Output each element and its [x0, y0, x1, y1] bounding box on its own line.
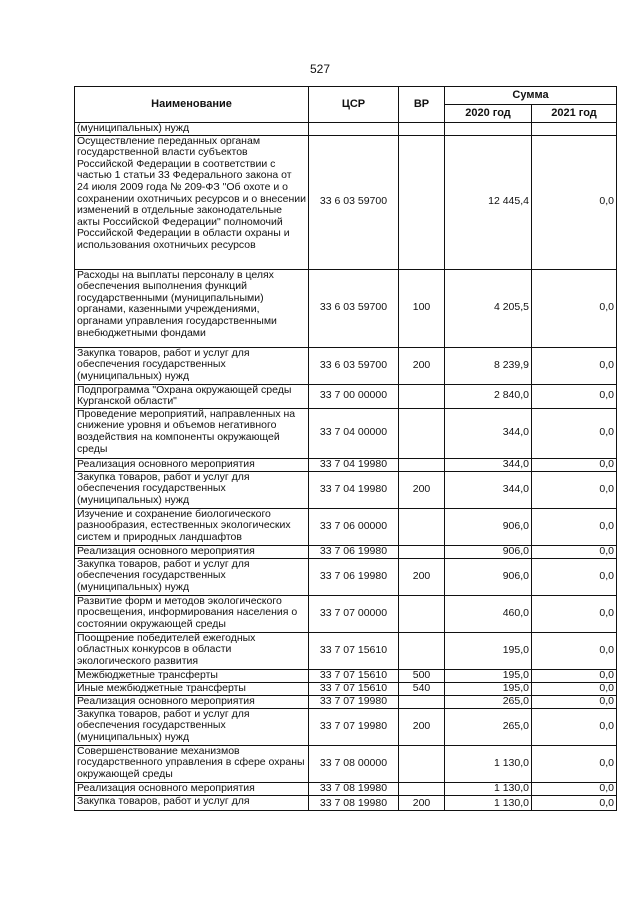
cell-csr: 33 6 03 59700	[309, 347, 399, 384]
cell-2020: 8 239,9	[445, 347, 532, 384]
cell-2020: 460,0	[445, 595, 532, 632]
cell-2020: 906,0	[445, 545, 532, 558]
cell-2021: 0,0	[532, 632, 617, 669]
table-row	[75, 558, 617, 595]
page-number: 527	[309, 62, 331, 76]
cell-2021: 0,0	[532, 595, 617, 632]
header-2021: 2021 год	[532, 105, 617, 123]
table-row	[75, 682, 617, 695]
cell-2021: 0,0	[532, 682, 617, 695]
cell-vr	[399, 508, 445, 545]
cell-2021: 0,0	[532, 745, 617, 782]
cell-vr	[399, 123, 445, 136]
cell-name: Реализация основного мероприятия	[75, 458, 309, 471]
cell-vr: 200	[399, 708, 445, 745]
cell-2021: 0,0	[532, 347, 617, 384]
cell-name: Закупка товаров, работ и услуг для	[75, 795, 309, 810]
cell-vr	[399, 782, 445, 795]
cell-2021: 0,0	[532, 408, 617, 458]
cell-2020: 1 130,0	[445, 745, 532, 782]
cell-2021: 0,0	[532, 782, 617, 795]
table-row	[75, 123, 617, 136]
cell-name: Закупка товаров, работ и услуг для обеспечения государственных (муниципальных) нужд	[75, 708, 309, 745]
cell-csr: 33 7 08 19980	[309, 795, 399, 810]
cell-2021: 0,0	[532, 458, 617, 471]
cell-2020: 195,0	[445, 632, 532, 669]
cell-2021: 0,0	[532, 471, 617, 508]
cell-2021: 0,0	[532, 508, 617, 545]
table-row	[75, 782, 617, 795]
table-row	[75, 669, 617, 682]
cell-2021: 0,0	[532, 669, 617, 682]
cell-vr	[399, 745, 445, 782]
cell-2020: 906,0	[445, 558, 532, 595]
table-row	[75, 508, 617, 545]
cell-csr: 33 7 08 19980	[309, 782, 399, 795]
cell-name: Реализация основного мероприятия	[75, 782, 309, 795]
cell-2020: 195,0	[445, 682, 532, 695]
table-row	[75, 384, 617, 408]
cell-csr: 33 6 03 59700	[309, 269, 399, 347]
cell-name: Закупка товаров, работ и услуг для обеспечения государственных (муниципальных) нужд	[75, 471, 309, 508]
cell-2020: 265,0	[445, 708, 532, 745]
cell-csr: 33 7 06 19980	[309, 545, 399, 558]
cell-csr: 33 7 07 15610	[309, 632, 399, 669]
cell-vr	[399, 632, 445, 669]
header-name: Наименование	[75, 87, 309, 123]
cell-vr: 540	[399, 682, 445, 695]
cell-2020: 1 130,0	[445, 782, 532, 795]
table-row	[75, 632, 617, 669]
cell-name: Совершенствование механизмов государственного управления в сфере охраны окружающей среды	[75, 745, 309, 782]
cell-name: Закупка товаров, работ и услуг для обеспечения государственных (муниципальных) нужд	[75, 347, 309, 384]
cell-2021: 0,0	[532, 545, 617, 558]
cell-2020: 265,0	[445, 695, 532, 708]
table-row	[75, 708, 617, 745]
cell-name: (муниципальных) нужд	[75, 123, 309, 136]
table-row	[75, 347, 617, 384]
cell-vr	[399, 135, 445, 269]
cell-2020: 2 840,0	[445, 384, 532, 408]
cell-csr: 33 6 03 59700	[309, 135, 399, 269]
cell-vr: 200	[399, 471, 445, 508]
cell-2020: 344,0	[445, 458, 532, 471]
cell-2020: 4 205,5	[445, 269, 532, 347]
table-row	[75, 135, 617, 269]
table-row	[75, 745, 617, 782]
cell-csr: 33 7 00 00000	[309, 384, 399, 408]
cell-2020	[445, 123, 532, 136]
cell-name: Подпрограмма "Охрана окружающей среды Курганской области"	[75, 384, 309, 408]
cell-name: Реализация основного мероприятия	[75, 695, 309, 708]
cell-vr	[399, 545, 445, 558]
cell-csr: 33 7 07 19980	[309, 708, 399, 745]
table-row	[75, 269, 617, 347]
table-row	[75, 408, 617, 458]
table-body	[75, 123, 617, 811]
cell-csr: 33 7 04 19980	[309, 471, 399, 508]
cell-name: Поощрение победителей ежегодных областных конкурсов в области экологического развития	[75, 632, 309, 669]
cell-2021: 0,0	[532, 795, 617, 810]
cell-2020: 12 445,4	[445, 135, 532, 269]
table-header	[75, 87, 617, 123]
cell-name: Расходы на выплаты персоналу в целях обеспечения выполнения функций государственными (муниципальными) органами, казенными учреждениями, органами управления государственными внебюджетными фондами	[75, 269, 309, 347]
cell-2020: 344,0	[445, 471, 532, 508]
header-sum: Сумма	[445, 87, 617, 105]
cell-2020: 195,0	[445, 669, 532, 682]
cell-csr: 33 7 07 15610	[309, 669, 399, 682]
table-row	[75, 471, 617, 508]
cell-vr	[399, 458, 445, 471]
cell-csr: 33 7 07 19980	[309, 695, 399, 708]
cell-2021: 0,0	[532, 269, 617, 347]
cell-vr: 200	[399, 558, 445, 595]
cell-name: Развитие форм и методов экологического просвещения, информирования населения о состоянии окружающей среды	[75, 595, 309, 632]
cell-2020: 906,0	[445, 508, 532, 545]
cell-vr: 100	[399, 269, 445, 347]
cell-csr: 33 7 07 15610	[309, 682, 399, 695]
cell-2021: 0,0	[532, 695, 617, 708]
cell-2021: 0,0	[532, 708, 617, 745]
cell-csr: 33 7 06 19980	[309, 558, 399, 595]
cell-2020: 1 130,0	[445, 795, 532, 810]
cell-vr: 200	[399, 347, 445, 384]
table-row	[75, 795, 617, 810]
cell-vr	[399, 695, 445, 708]
cell-vr	[399, 408, 445, 458]
budget-table	[74, 86, 617, 811]
cell-csr: 33 7 04 00000	[309, 408, 399, 458]
cell-name: Закупка товаров, работ и услуг для обеспечения государственных (муниципальных) нужд	[75, 558, 309, 595]
cell-vr: 500	[399, 669, 445, 682]
cell-csr	[309, 123, 399, 136]
cell-name: Межбюджетные трансферты	[75, 669, 309, 682]
table-row	[75, 695, 617, 708]
table-row	[75, 458, 617, 471]
cell-2021: 0,0	[532, 384, 617, 408]
header-csr: ЦСР	[309, 87, 399, 123]
table-row	[75, 545, 617, 558]
cell-2021: 0,0	[532, 135, 617, 269]
cell-csr: 33 7 07 00000	[309, 595, 399, 632]
cell-vr: 200	[399, 795, 445, 810]
cell-2020: 344,0	[445, 408, 532, 458]
cell-2021	[532, 123, 617, 136]
cell-name: Реализация основного мероприятия	[75, 545, 309, 558]
cell-vr	[399, 595, 445, 632]
cell-csr: 33 7 08 00000	[309, 745, 399, 782]
cell-name: Иные межбюджетные трансферты	[75, 682, 309, 695]
cell-name: Проведение мероприятий, направленных на снижение уровня и объемов негативного воздействия на компоненты окружающей среды	[75, 408, 309, 458]
table-row	[75, 595, 617, 632]
header-2020: 2020 год	[445, 105, 532, 123]
cell-csr: 33 7 04 19980	[309, 458, 399, 471]
cell-name: Осуществление переданных органам государственной власти субъектов Российской Федерации в соответствии с частью 1 статьи 33 Федерального закона от 24 июля 2009 года № 209-ФЗ "Об охоте и о сохранении охотничьих ресурсов и о внесении изменений в отдельные законодательные акты Российской Федерации" полномочий Российской Федерации в области охраны и использования охотничьих ресурсов	[75, 135, 309, 269]
cell-name: Изучение и сохранение биологического разнообразия, естественных экологических систем и природных ландшафтов	[75, 508, 309, 545]
cell-csr: 33 7 06 00000	[309, 508, 399, 545]
cell-vr	[399, 384, 445, 408]
cell-2021: 0,0	[532, 558, 617, 595]
header-vr: ВР	[399, 87, 445, 123]
